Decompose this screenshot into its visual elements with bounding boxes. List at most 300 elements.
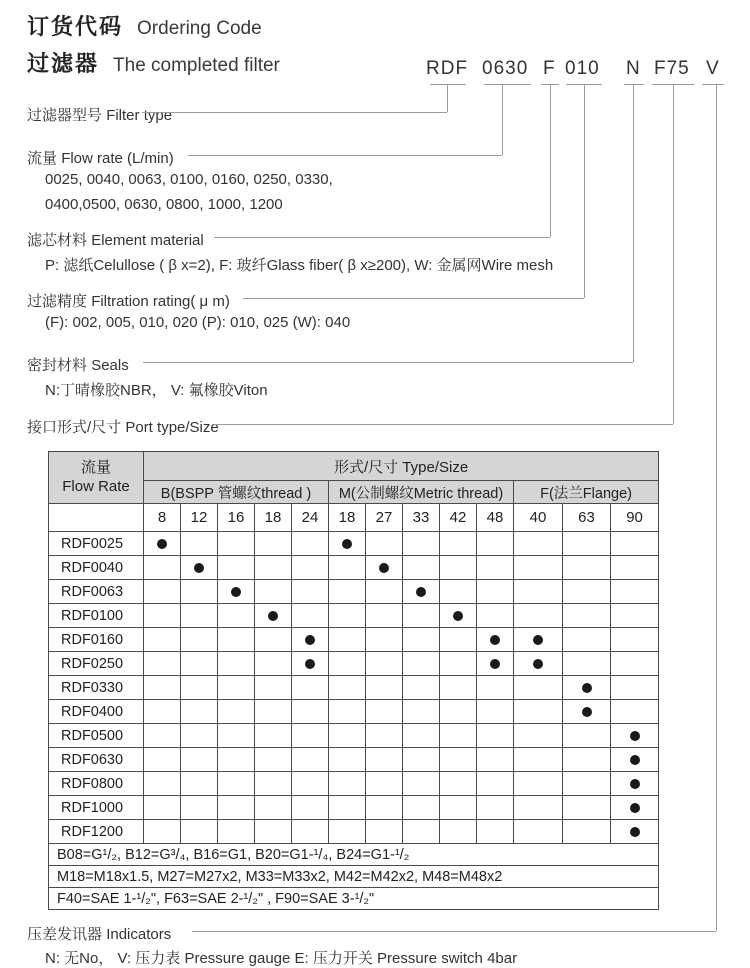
availability-cell bbox=[403, 724, 440, 748]
model-cell: RDF0630 bbox=[49, 748, 144, 772]
availability-cell bbox=[144, 748, 181, 772]
availability-cell bbox=[181, 628, 218, 652]
availability-cell bbox=[181, 556, 218, 580]
code-underline bbox=[484, 84, 531, 85]
availability-cell bbox=[440, 580, 477, 604]
leader-horizontal-flow-rate bbox=[188, 155, 502, 156]
availability-cell bbox=[440, 676, 477, 700]
availability-dot bbox=[305, 659, 315, 669]
availability-cell bbox=[611, 652, 659, 676]
availability-cell bbox=[514, 700, 563, 724]
availability-cell bbox=[329, 604, 366, 628]
availability-cell bbox=[440, 532, 477, 556]
availability-cell bbox=[292, 532, 329, 556]
availability-cell bbox=[329, 700, 366, 724]
model-cell: RDF1000 bbox=[49, 796, 144, 820]
availability-cell bbox=[329, 724, 366, 748]
size-header-9: 48 bbox=[477, 504, 514, 532]
availability-cell bbox=[611, 604, 659, 628]
size-header-12: 90 bbox=[611, 504, 659, 532]
spec-label-filter-type bbox=[27, 104, 172, 125]
spec-label-en: Seals bbox=[91, 357, 129, 374]
availability-cell bbox=[440, 820, 477, 844]
code-segment-rating: 010 bbox=[565, 58, 600, 79]
model-cell: RDF0500 bbox=[49, 724, 144, 748]
availability-cell bbox=[218, 748, 255, 772]
availability-cell bbox=[255, 580, 292, 604]
code-segment-indicator: V bbox=[706, 58, 720, 79]
leader-horizontal-filtration-rating bbox=[243, 298, 584, 299]
table-row bbox=[49, 748, 659, 772]
availability-dot bbox=[305, 635, 315, 645]
availability-cell bbox=[218, 820, 255, 844]
availability-cell bbox=[611, 532, 659, 556]
availability-cell bbox=[144, 604, 181, 628]
leader-vertical-flow bbox=[502, 84, 503, 155]
availability-cell bbox=[403, 700, 440, 724]
availability-cell bbox=[366, 676, 403, 700]
size-header-0: 8 bbox=[144, 504, 181, 532]
availability-cell bbox=[329, 796, 366, 820]
availability-cell bbox=[181, 724, 218, 748]
footnote-cell-2: F40=SAE 1-¹/₂", F63=SAE 2-¹/₂" , F90=SAE 3-¹/₂" bbox=[49, 888, 659, 910]
availability-cell bbox=[144, 628, 181, 652]
leader-vertical-model bbox=[447, 84, 448, 112]
availability-cell bbox=[366, 580, 403, 604]
availability-cell bbox=[514, 628, 563, 652]
spec-label-element-material bbox=[27, 229, 204, 250]
availability-dot bbox=[630, 755, 640, 765]
availability-cell bbox=[218, 580, 255, 604]
availability-cell bbox=[329, 652, 366, 676]
availability-cell bbox=[477, 724, 514, 748]
availability-cell bbox=[563, 772, 611, 796]
availability-cell bbox=[218, 556, 255, 580]
flow-rate-values-line2: 0400,0500, 0630, 0800, 1000, 1200 bbox=[45, 196, 283, 213]
availability-cell bbox=[144, 700, 181, 724]
spec-label-en: Filtration rating( μ m) bbox=[91, 293, 230, 310]
model-cell: RDF0160 bbox=[49, 628, 144, 652]
availability-dot bbox=[630, 803, 640, 813]
availability-cell bbox=[218, 724, 255, 748]
availability-dot bbox=[157, 539, 167, 549]
availability-cell bbox=[514, 748, 563, 772]
availability-cell bbox=[366, 628, 403, 652]
availability-cell bbox=[477, 772, 514, 796]
availability-cell bbox=[403, 556, 440, 580]
availability-cell bbox=[514, 796, 563, 820]
model-cell: RDF0800 bbox=[49, 772, 144, 796]
availability-cell bbox=[514, 724, 563, 748]
availability-cell bbox=[218, 628, 255, 652]
availability-dot bbox=[342, 539, 352, 549]
availability-cell bbox=[563, 532, 611, 556]
type-size-header: 形式/尺寸 Type/Size bbox=[144, 452, 659, 481]
page-subtitle-en: The completed filter bbox=[113, 55, 280, 76]
availability-cell bbox=[366, 556, 403, 580]
availability-cell bbox=[477, 604, 514, 628]
availability-dot bbox=[630, 779, 640, 789]
code-segment-model: RDF bbox=[426, 58, 469, 79]
availability-cell bbox=[218, 796, 255, 820]
size-header-1: 12 bbox=[181, 504, 218, 532]
availability-dot bbox=[630, 827, 640, 837]
availability-cell bbox=[181, 700, 218, 724]
availability-cell bbox=[611, 700, 659, 724]
availability-cell bbox=[255, 796, 292, 820]
spec-label-en: Indicators bbox=[106, 926, 172, 943]
availability-cell bbox=[514, 820, 563, 844]
table-row bbox=[49, 580, 659, 604]
availability-cell bbox=[611, 580, 659, 604]
table-row bbox=[49, 652, 659, 676]
spec-label-zh: 流量 bbox=[27, 150, 58, 167]
availability-cell bbox=[440, 796, 477, 820]
availability-cell bbox=[477, 748, 514, 772]
model-cell: RDF1200 bbox=[49, 820, 144, 844]
availability-cell bbox=[477, 628, 514, 652]
availability-cell bbox=[366, 796, 403, 820]
table-sizes-row bbox=[49, 504, 659, 532]
availability-cell bbox=[292, 724, 329, 748]
availability-cell bbox=[477, 580, 514, 604]
group-header-0: B(BSPP 管螺纹thread ) bbox=[144, 481, 329, 504]
availability-cell bbox=[329, 748, 366, 772]
spec-label-zh: 压差发讯器 bbox=[27, 926, 103, 943]
availability-cell bbox=[514, 652, 563, 676]
availability-cell bbox=[611, 676, 659, 700]
footnote-row bbox=[49, 866, 659, 888]
spec-label-flow-rate bbox=[27, 147, 174, 168]
availability-cell bbox=[477, 676, 514, 700]
flow-rate-values-line1: 0025, 0040, 0063, 0100, 0160, 0250, 0330, bbox=[45, 171, 333, 188]
leader-horizontal-indicators bbox=[192, 931, 716, 932]
element-material-options: P: 滤纸Celullose ( β x=2), F: 玻纤Glass fiber( β x≥200), W: 金属网Wire mesh bbox=[45, 257, 554, 274]
availability-cell bbox=[255, 676, 292, 700]
availability-cell bbox=[255, 628, 292, 652]
availability-cell bbox=[144, 652, 181, 676]
spec-label-en: Port type/Size bbox=[125, 419, 219, 436]
availability-cell bbox=[403, 676, 440, 700]
availability-cell bbox=[611, 556, 659, 580]
leader-horizontal-port-type bbox=[214, 424, 673, 425]
size-header-8: 42 bbox=[440, 504, 477, 532]
filtration-rating-options: (F): 002, 005, 010, 020 (P): 010, 025 (W): 040 bbox=[45, 314, 351, 331]
availability-cell bbox=[563, 604, 611, 628]
code-underline bbox=[702, 84, 724, 85]
availability-cell bbox=[292, 580, 329, 604]
availability-cell bbox=[477, 556, 514, 580]
availability-cell bbox=[292, 604, 329, 628]
availability-dot bbox=[268, 611, 278, 621]
sizes-empty-cell bbox=[49, 504, 144, 532]
availability-cell bbox=[563, 820, 611, 844]
table-header-row bbox=[49, 452, 659, 481]
availability-cell bbox=[292, 796, 329, 820]
flow-rate-corner-header bbox=[49, 452, 144, 504]
table-row bbox=[49, 820, 659, 844]
footnote-cell-1: M18=M18x1.5, M27=M27x2, M33=M33x2, M42=M42x2, M48=M48x2 bbox=[49, 866, 659, 888]
availability-cell bbox=[144, 724, 181, 748]
availability-cell bbox=[366, 820, 403, 844]
availability-cell bbox=[611, 748, 659, 772]
leader-vertical-port bbox=[673, 84, 674, 424]
availability-dot bbox=[533, 635, 543, 645]
spec-label-en: Filter type bbox=[106, 107, 173, 124]
availability-cell bbox=[218, 700, 255, 724]
availability-cell bbox=[477, 652, 514, 676]
leader-vertical-rating bbox=[584, 84, 585, 298]
availability-cell bbox=[563, 724, 611, 748]
availability-cell bbox=[366, 532, 403, 556]
code-underline bbox=[624, 84, 644, 85]
spec-label-zh: 密封材料 bbox=[27, 357, 88, 374]
availability-cell bbox=[403, 604, 440, 628]
size-header-3: 18 bbox=[255, 504, 292, 532]
availability-cell bbox=[218, 772, 255, 796]
availability-cell bbox=[611, 628, 659, 652]
availability-cell bbox=[514, 556, 563, 580]
availability-dot bbox=[379, 563, 389, 573]
availability-cell bbox=[440, 556, 477, 580]
availability-cell bbox=[403, 532, 440, 556]
availability-dot bbox=[194, 563, 204, 573]
availability-cell bbox=[611, 772, 659, 796]
availability-dot bbox=[582, 683, 592, 693]
availability-dot bbox=[490, 635, 500, 645]
table-row bbox=[49, 724, 659, 748]
code-segment-element: F bbox=[543, 58, 556, 79]
availability-cell bbox=[255, 820, 292, 844]
availability-dot bbox=[533, 659, 543, 669]
availability-cell bbox=[218, 604, 255, 628]
availability-cell bbox=[403, 748, 440, 772]
availability-cell bbox=[181, 748, 218, 772]
model-cell: RDF0330 bbox=[49, 676, 144, 700]
availability-cell bbox=[292, 820, 329, 844]
leader-horizontal-filter-type bbox=[142, 112, 447, 113]
size-header-6: 27 bbox=[366, 504, 403, 532]
group-header-2: F(法兰Flange) bbox=[514, 481, 659, 504]
availability-cell bbox=[218, 676, 255, 700]
footnote-row bbox=[49, 844, 659, 866]
model-cell: RDF0250 bbox=[49, 652, 144, 676]
availability-cell bbox=[329, 532, 366, 556]
availability-cell bbox=[292, 748, 329, 772]
availability-cell bbox=[440, 772, 477, 796]
size-header-4: 24 bbox=[292, 504, 329, 532]
availability-cell bbox=[329, 628, 366, 652]
availability-cell bbox=[255, 532, 292, 556]
footnote-cell-0: B08=G¹/₂, B12=G³/₄, B16=G1, B20=G1-¹/₄, B24=G1-¹/₂ bbox=[49, 844, 659, 866]
page-title bbox=[27, 10, 262, 41]
availability-dot bbox=[582, 707, 592, 717]
availability-cell bbox=[440, 700, 477, 724]
leader-horizontal-element-material bbox=[214, 237, 550, 238]
spec-label-indicators bbox=[27, 923, 171, 944]
availability-cell bbox=[255, 724, 292, 748]
availability-cell bbox=[255, 604, 292, 628]
code-underline bbox=[430, 84, 466, 85]
model-cell: RDF0063 bbox=[49, 580, 144, 604]
availability-cell bbox=[255, 700, 292, 724]
availability-cell bbox=[403, 652, 440, 676]
size-header-11: 63 bbox=[563, 504, 611, 532]
spec-label-zh: 过滤精度 bbox=[27, 293, 88, 310]
model-cell: RDF0100 bbox=[49, 604, 144, 628]
spec-label-filtration-rating bbox=[27, 290, 230, 311]
availability-cell bbox=[292, 556, 329, 580]
availability-cell bbox=[181, 532, 218, 556]
size-header-7: 33 bbox=[403, 504, 440, 532]
page-title-zh: 订货代码 bbox=[27, 14, 124, 39]
availability-cell bbox=[477, 700, 514, 724]
availability-cell bbox=[329, 772, 366, 796]
availability-dot bbox=[453, 611, 463, 621]
availability-cell bbox=[477, 796, 514, 820]
availability-cell bbox=[366, 700, 403, 724]
availability-cell bbox=[440, 628, 477, 652]
leader-vertical-element bbox=[550, 84, 551, 237]
availability-cell bbox=[514, 772, 563, 796]
indicators-options: N: 无No， V: 压力表 Pressure gauge E: 压力开关 Pressure switch 4bar bbox=[45, 950, 518, 967]
availability-dot bbox=[490, 659, 500, 669]
availability-cell bbox=[144, 556, 181, 580]
availability-cell bbox=[292, 772, 329, 796]
availability-cell bbox=[440, 748, 477, 772]
seals-options: N:丁晴橡胶NBR， V: 氟橡胶Viton bbox=[45, 382, 268, 399]
leader-vertical-indicator bbox=[716, 84, 717, 931]
code-segment-flow: 0630 bbox=[482, 58, 529, 79]
availability-cell bbox=[292, 652, 329, 676]
availability-cell bbox=[144, 580, 181, 604]
availability-cell bbox=[611, 724, 659, 748]
availability-cell bbox=[144, 772, 181, 796]
availability-cell bbox=[255, 556, 292, 580]
availability-cell bbox=[563, 796, 611, 820]
availability-cell bbox=[514, 532, 563, 556]
availability-cell bbox=[403, 796, 440, 820]
availability-cell bbox=[292, 700, 329, 724]
footnote-row bbox=[49, 888, 659, 910]
group-header-1: M(公制螺纹Metric thread) bbox=[329, 481, 514, 504]
model-cell: RDF0025 bbox=[49, 532, 144, 556]
table-row bbox=[49, 532, 659, 556]
availability-cell bbox=[514, 580, 563, 604]
table-row bbox=[49, 628, 659, 652]
code-segment-seal: N bbox=[626, 58, 641, 79]
availability-cell bbox=[218, 532, 255, 556]
availability-cell bbox=[144, 820, 181, 844]
availability-cell bbox=[144, 796, 181, 820]
leader-horizontal-seals bbox=[143, 362, 633, 363]
availability-dot bbox=[630, 731, 640, 741]
availability-cell bbox=[181, 652, 218, 676]
spec-label-en: Element material bbox=[91, 232, 204, 249]
table-row bbox=[49, 796, 659, 820]
availability-cell bbox=[144, 676, 181, 700]
code-segment-port: F75 bbox=[654, 58, 690, 79]
availability-cell bbox=[563, 676, 611, 700]
table-row bbox=[49, 772, 659, 796]
availability-cell bbox=[366, 772, 403, 796]
availability-cell bbox=[255, 772, 292, 796]
availability-cell bbox=[366, 724, 403, 748]
availability-cell bbox=[403, 772, 440, 796]
availability-cell bbox=[255, 748, 292, 772]
availability-cell bbox=[181, 676, 218, 700]
size-header-10: 40 bbox=[514, 504, 563, 532]
page-subtitle-zh: 过滤器 bbox=[27, 51, 100, 76]
availability-cell bbox=[563, 628, 611, 652]
size-header-5: 18 bbox=[329, 504, 366, 532]
spec-label-zh: 过滤器型号 bbox=[27, 107, 103, 124]
availability-cell bbox=[440, 652, 477, 676]
availability-cell bbox=[181, 820, 218, 844]
page-title-en: Ordering Code bbox=[137, 18, 262, 39]
corner-header-zh: 流量 bbox=[80, 458, 111, 476]
corner-header-en: Flow Rate bbox=[62, 477, 130, 495]
availability-cell bbox=[181, 604, 218, 628]
availability-cell bbox=[329, 820, 366, 844]
availability-cell bbox=[440, 604, 477, 628]
availability-dot bbox=[416, 587, 426, 597]
availability-cell bbox=[563, 556, 611, 580]
availability-cell bbox=[440, 724, 477, 748]
availability-cell bbox=[514, 676, 563, 700]
availability-cell bbox=[563, 652, 611, 676]
spec-label-zh: 滤芯材料 bbox=[27, 232, 88, 249]
availability-cell bbox=[292, 628, 329, 652]
model-cell: RDF0400 bbox=[49, 700, 144, 724]
leader-vertical-seal bbox=[633, 84, 634, 362]
availability-cell bbox=[403, 820, 440, 844]
availability-cell bbox=[366, 652, 403, 676]
availability-cell bbox=[329, 676, 366, 700]
availability-cell bbox=[563, 700, 611, 724]
spec-label-seals bbox=[27, 354, 129, 375]
availability-cell bbox=[181, 796, 218, 820]
spec-label-port-type bbox=[27, 416, 219, 437]
availability-cell bbox=[563, 580, 611, 604]
availability-cell bbox=[366, 748, 403, 772]
size-header-2: 16 bbox=[218, 504, 255, 532]
availability-cell bbox=[477, 820, 514, 844]
availability-cell bbox=[611, 796, 659, 820]
availability-cell bbox=[611, 820, 659, 844]
spec-label-en: Flow rate (L/min) bbox=[61, 150, 174, 167]
availability-cell bbox=[255, 652, 292, 676]
table-row bbox=[49, 556, 659, 580]
availability-cell bbox=[181, 772, 218, 796]
availability-cell bbox=[218, 652, 255, 676]
availability-cell bbox=[329, 580, 366, 604]
availability-cell bbox=[181, 580, 218, 604]
port-size-table bbox=[48, 451, 659, 910]
availability-cell bbox=[403, 628, 440, 652]
availability-cell bbox=[366, 604, 403, 628]
availability-cell bbox=[563, 748, 611, 772]
table-row bbox=[49, 604, 659, 628]
page-subtitle bbox=[27, 47, 280, 78]
availability-cell bbox=[329, 556, 366, 580]
availability-cell bbox=[292, 676, 329, 700]
availability-dot bbox=[231, 587, 241, 597]
availability-cell bbox=[403, 580, 440, 604]
availability-cell bbox=[514, 604, 563, 628]
table-row bbox=[49, 700, 659, 724]
availability-cell bbox=[477, 532, 514, 556]
